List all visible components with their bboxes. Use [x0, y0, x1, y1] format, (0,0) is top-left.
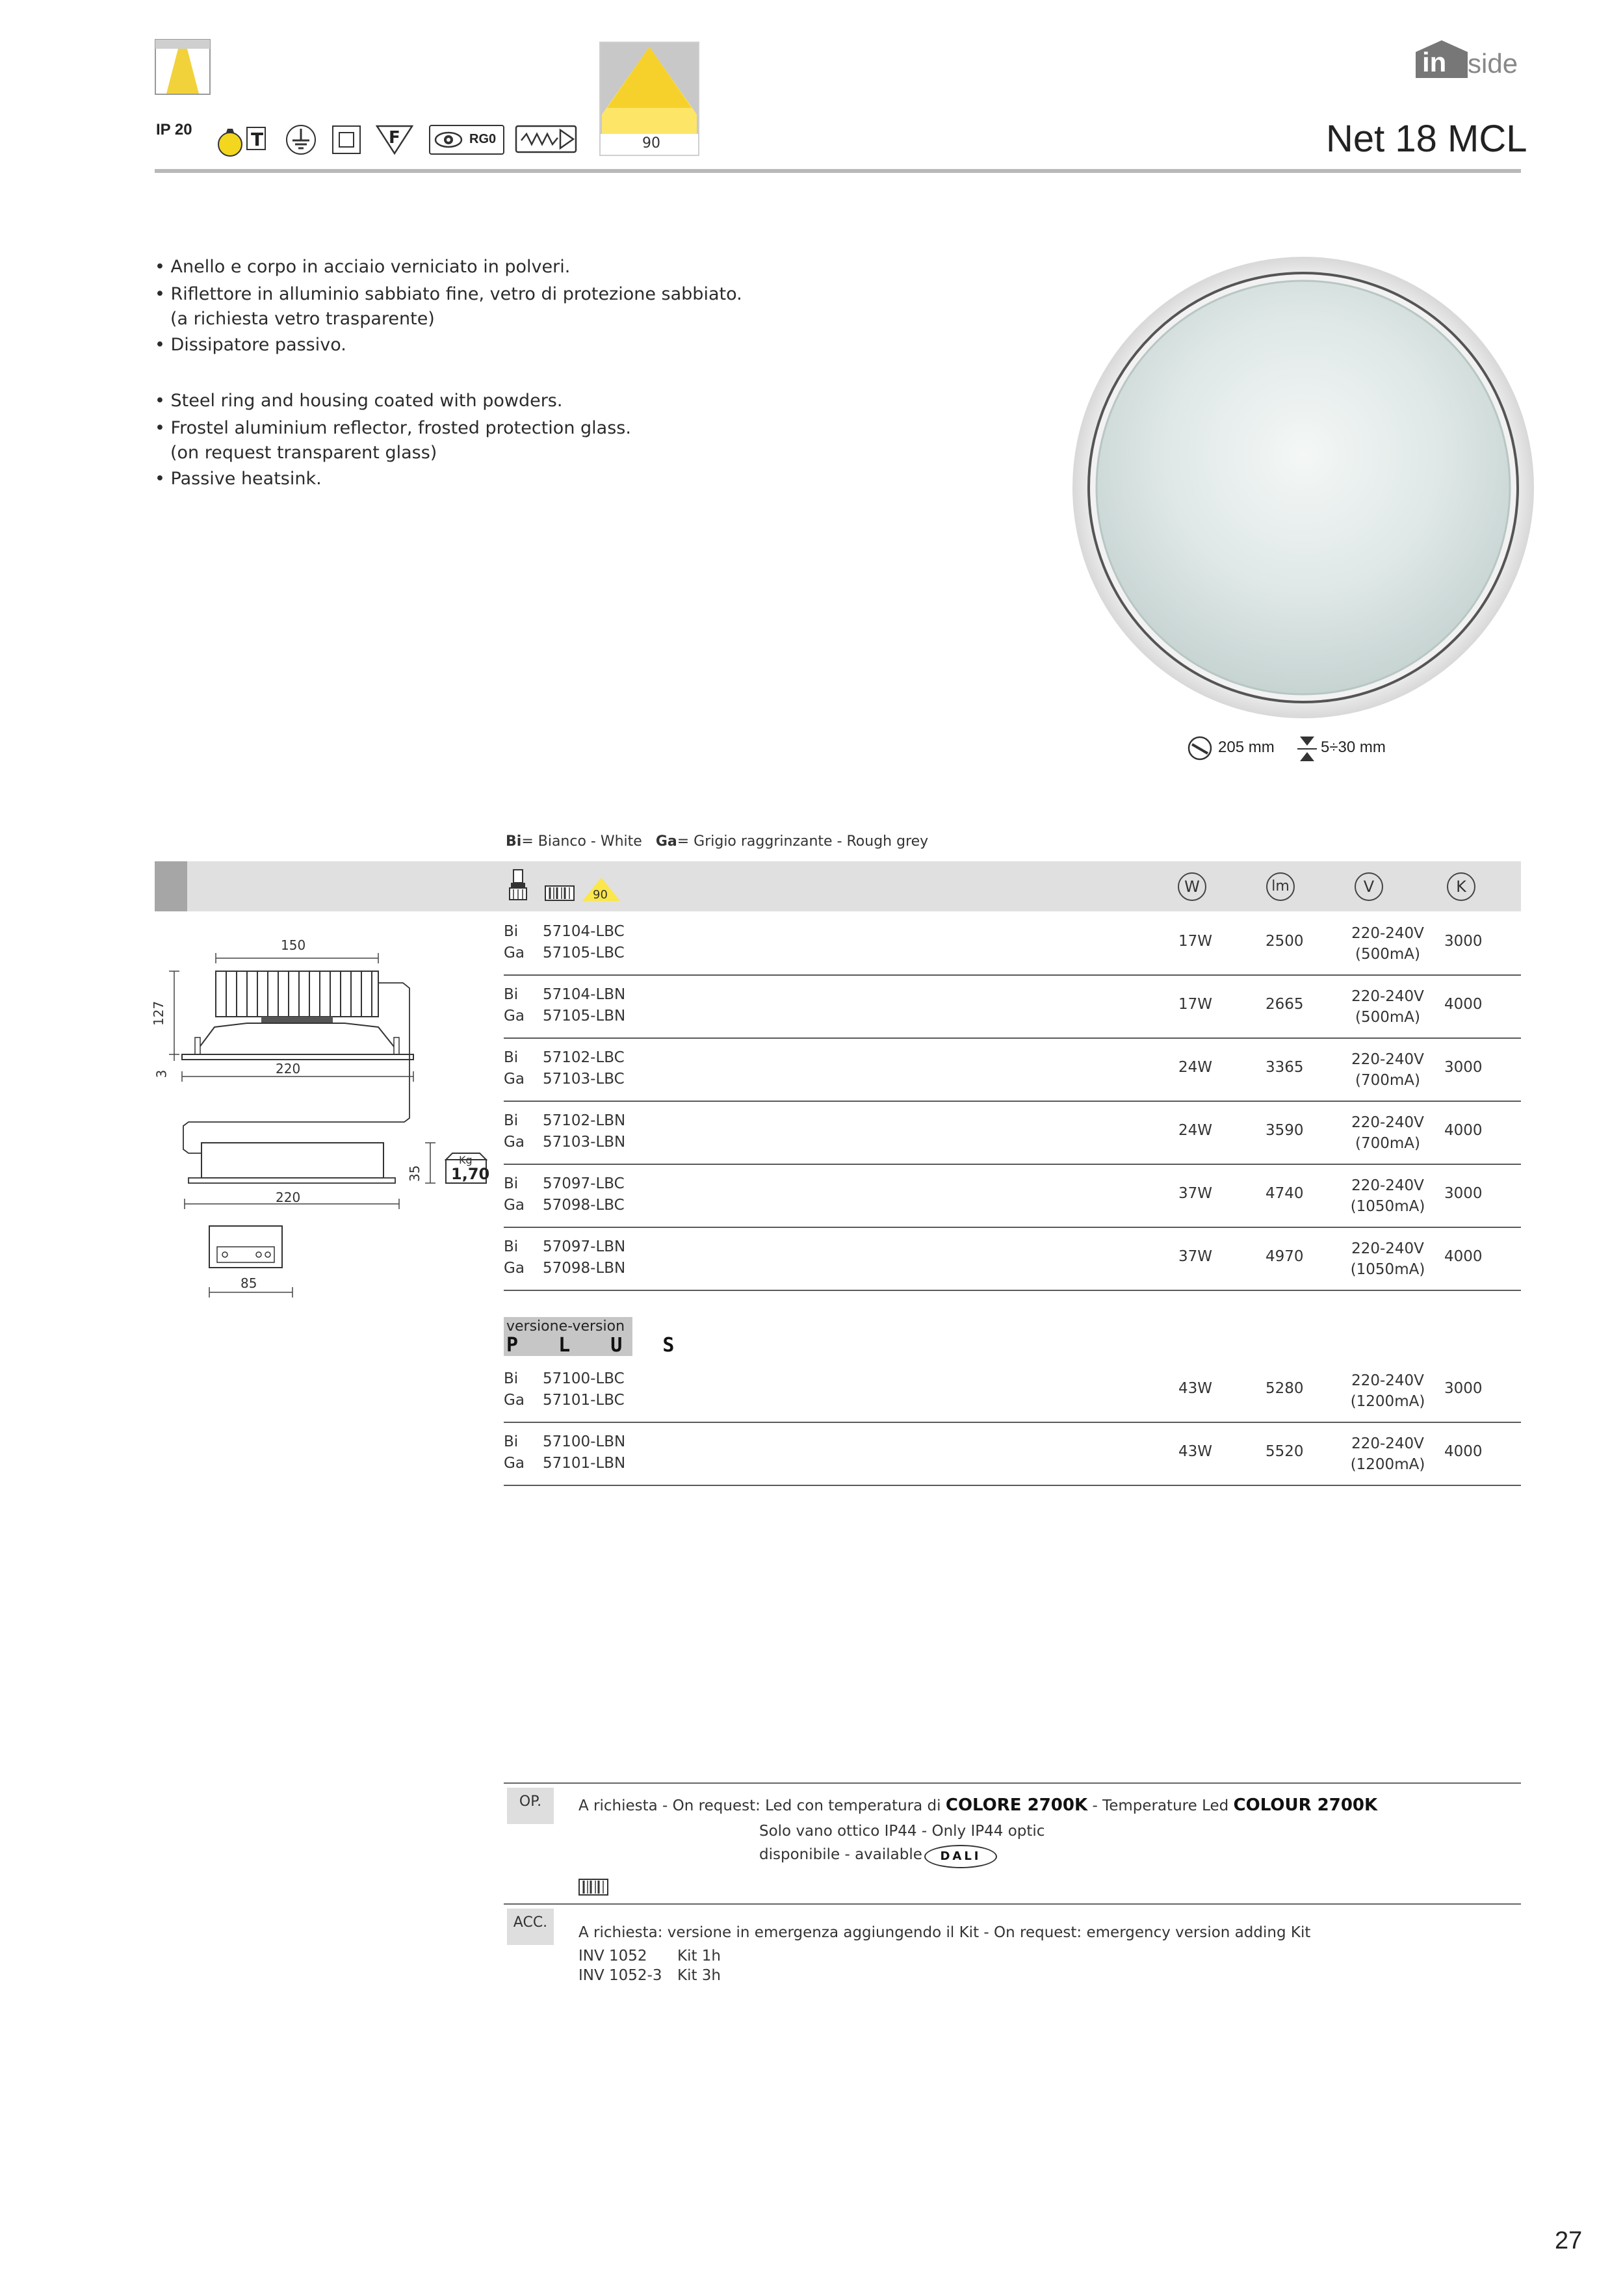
color-temperature-value: 4000	[1444, 1443, 1483, 1460]
lumen-value: 4970	[1266, 1248, 1304, 1265]
brand-logo-bold: in	[1422, 47, 1447, 77]
volt-icon: V	[1355, 872, 1383, 901]
recessed-light-icon	[155, 39, 211, 95]
acc-line-1: A richiesta: versione in emergenza aggiungendo il Kit - On request: emergency version adding Kit	[578, 1924, 1311, 1941]
finish-code: Bi	[504, 1370, 519, 1387]
kit-code-1: INV 1052	[578, 1948, 647, 1964]
dim-box-width: 85	[240, 1275, 257, 1291]
lamp-t-icon	[213, 124, 268, 159]
finish-code: Bi	[504, 1238, 519, 1255]
dim-driver-width: 220	[276, 1190, 301, 1205]
header-rule	[155, 169, 1521, 173]
description-en-1: • Steel ring and housing coated with powders.	[155, 391, 563, 411]
finish-legend: Bi= Bianco - White Ga= Grigio raggrinzante - Rough grey	[506, 833, 929, 850]
voltage-value	[1342, 1112, 1433, 1154]
finish-code: Ga	[504, 1071, 525, 1088]
kit-label-1: Kit 1h	[677, 1948, 721, 1964]
table-header-band	[155, 861, 1521, 911]
op-label-box: OP.	[507, 1788, 554, 1824]
finish-code: Ga	[504, 1455, 525, 1472]
voltage-range: 220-240V	[1351, 925, 1424, 942]
voltage-value	[1342, 1433, 1433, 1475]
svg-text:F: F	[389, 128, 400, 148]
lumen-value: 5520	[1266, 1443, 1304, 1460]
kit-code-2: INV 1052-3	[578, 1967, 662, 1984]
power-value: 17W	[1178, 996, 1213, 1013]
lumen-value: 2500	[1266, 933, 1304, 950]
table-row	[504, 911, 1521, 976]
class-two-icon	[331, 125, 361, 155]
technical-drawing	[149, 923, 500, 1313]
svg-text:T: T	[251, 129, 264, 150]
dim-flange: 3	[153, 1069, 170, 1078]
article-code: 57098-LBN	[543, 1260, 626, 1277]
finish-code: Bi	[504, 923, 519, 940]
ceiling-thickness-value: 5÷30 mm	[1321, 738, 1386, 756]
op-rule	[504, 1782, 1521, 1784]
article-code: 57104-LBC	[543, 923, 625, 940]
color-temperature-value: 3000	[1444, 933, 1483, 950]
voltage-value	[1342, 1370, 1433, 1412]
voltage-value	[1342, 1175, 1433, 1217]
lumen-value: 4740	[1266, 1185, 1304, 1202]
finish-code: Bi	[504, 1049, 519, 1066]
voltage-value	[1342, 986, 1433, 1028]
voltage-range: 220-240V	[1351, 988, 1424, 1005]
description-it-3: • Dissipatore passivo.	[155, 335, 346, 355]
op-line-3: disponibile - available	[759, 1846, 922, 1863]
color-temperature-value: 3000	[1444, 1059, 1483, 1076]
kelvin-icon: K	[1447, 872, 1475, 901]
kit-label-2: Kit 3h	[677, 1967, 721, 1984]
beam-angle-box	[599, 42, 699, 156]
product-photo	[1069, 254, 1537, 722]
brand-logo-light: side	[1468, 48, 1518, 79]
power-value: 24W	[1178, 1059, 1213, 1076]
current-value: (1050mA)	[1350, 1261, 1425, 1278]
voltage-value	[1342, 1238, 1433, 1280]
header	[0, 0, 1623, 182]
finish-code: Ga	[504, 1197, 525, 1214]
color-temperature-value: 4000	[1444, 996, 1483, 1013]
article-code: 57100-LBC	[543, 1370, 625, 1387]
acc-rule	[504, 1903, 1521, 1905]
table-row	[504, 974, 1521, 1039]
lumen-icon: lm	[1266, 872, 1295, 901]
description-it-2: • Riflettore in alluminio sabbiato fine, vetro di protezione sabbiato. (a richiesta vetro trasparente)	[155, 284, 742, 329]
color-temperature-value: 3000	[1444, 1185, 1483, 1202]
finish-code: Ga	[504, 1134, 525, 1151]
color-temperature-value: 3000	[1444, 1380, 1483, 1397]
finish-code: Bi	[504, 986, 519, 1003]
plus-label-bottom: P L U S	[506, 1334, 689, 1357]
dim-height: 127	[151, 1000, 166, 1026]
current-value: (700mA)	[1355, 1072, 1420, 1089]
voltage-range: 220-240V	[1351, 1240, 1424, 1257]
product-title: Net 18 MCL	[1326, 118, 1527, 160]
current-value: (1200mA)	[1350, 1456, 1425, 1473]
table-header-accent	[155, 861, 187, 911]
rg0-label: RG0	[469, 132, 497, 146]
op-line-1: A richiesta - On request: Led con temperatura di COLORE 2700K - Temperature Led COLOUR 2700K	[578, 1795, 1378, 1815]
article-code: 57105-LBN	[543, 1008, 626, 1024]
power-value: 43W	[1178, 1443, 1213, 1460]
page-number: 27	[1555, 2227, 1583, 2254]
voltage-range: 220-240V	[1351, 1372, 1424, 1389]
lumen-value: 3365	[1266, 1059, 1304, 1076]
dali-badge: DALI	[924, 1845, 997, 1868]
table-row	[504, 1359, 1521, 1423]
article-code: 57104-LBN	[543, 986, 626, 1003]
rg0-icon	[429, 125, 504, 155]
driver-barcode-small-icon	[578, 1879, 608, 1896]
ceiling-thickness-icon	[1297, 735, 1317, 763]
finish-code: Ga	[504, 1392, 525, 1409]
acc-label-box: ACC.	[507, 1909, 554, 1945]
cutout-icon	[1187, 735, 1213, 761]
article-code: 57101-LBN	[543, 1455, 626, 1472]
description-en-3: • Passive heatsink.	[155, 469, 322, 489]
finish-code: Ga	[504, 1008, 525, 1024]
description-en-2: • Frostel aluminium reflector, frosted protection glass. (on request transparent glass)	[155, 418, 631, 463]
article-code: 57103-LBN	[543, 1134, 626, 1151]
description-it-1: • Anello e corpo in acciaio verniciato in polveri.	[155, 257, 571, 277]
watt-icon: W	[1178, 872, 1206, 901]
beam-angle-value: 90	[642, 135, 660, 151]
article-code: 57097-LBN	[543, 1238, 626, 1255]
lumen-value: 2665	[1266, 996, 1304, 1013]
article-code: 57097-LBC	[543, 1175, 625, 1192]
finish-code: Bi	[504, 1112, 519, 1129]
current-value: (500mA)	[1355, 1009, 1420, 1026]
weight-value: 1,70	[451, 1165, 490, 1183]
power-value: 17W	[1178, 933, 1213, 950]
plus-version-label	[504, 1317, 689, 1357]
finish-code: Ga	[504, 945, 525, 961]
paint-brush-icon	[507, 868, 529, 901]
voltage-range: 220-240V	[1351, 1435, 1424, 1452]
article-code: 57100-LBN	[543, 1433, 626, 1450]
article-code: 57098-LBC	[543, 1197, 625, 1214]
weight-unit: Kg	[459, 1154, 473, 1166]
cutout-value: 205 mm	[1218, 738, 1275, 756]
article-code: 57101-LBC	[543, 1392, 625, 1409]
power-value: 37W	[1178, 1248, 1213, 1265]
voltage-value	[1342, 923, 1433, 965]
voltage-range: 220-240V	[1351, 1114, 1424, 1131]
current-value: (1050mA)	[1350, 1198, 1425, 1215]
table-row	[504, 1422, 1521, 1486]
finish-code: Ga	[504, 1260, 525, 1277]
current-value: (1200mA)	[1350, 1393, 1425, 1410]
current-value: (500mA)	[1355, 946, 1420, 963]
table-row	[504, 1037, 1521, 1102]
dimmable-icon	[515, 125, 577, 153]
article-code: 57102-LBC	[543, 1049, 625, 1066]
plus-label-top: versione-version	[506, 1318, 625, 1335]
voltage-value	[1342, 1049, 1433, 1091]
voltage-range: 220-240V	[1351, 1177, 1424, 1194]
color-temperature-value: 4000	[1444, 1248, 1483, 1265]
dim-driver-height: 35	[407, 1165, 422, 1182]
f-mark-icon	[376, 124, 413, 156]
current-value: (700mA)	[1355, 1135, 1420, 1152]
color-temperature-value: 4000	[1444, 1122, 1483, 1139]
finish-code: Bi	[504, 1433, 519, 1450]
dim-mid-width: 220	[276, 1061, 301, 1076]
driver-barcode-icon	[545, 885, 575, 901]
table-beam-label: 90	[593, 888, 608, 902]
ground-icon	[285, 124, 317, 156]
ip-rating: IP 20	[156, 121, 192, 138]
op-line-2: Solo vano ottico IP44 - Only IP44 optic	[759, 1823, 1045, 1840]
table-row	[504, 1101, 1521, 1165]
table-row	[504, 1164, 1521, 1228]
dim-top-width: 150	[281, 937, 306, 953]
eye-icon	[433, 127, 464, 153]
finish-code: Bi	[504, 1175, 519, 1192]
beam-cone-icon	[601, 43, 698, 134]
article-code: 57103-LBC	[543, 1071, 625, 1088]
power-value: 24W	[1178, 1122, 1213, 1139]
table-row	[504, 1227, 1521, 1291]
power-value: 37W	[1178, 1185, 1213, 1202]
lumen-value: 3590	[1266, 1122, 1304, 1139]
article-code: 57102-LBN	[543, 1112, 626, 1129]
voltage-range: 220-240V	[1351, 1051, 1424, 1068]
article-code: 57105-LBC	[543, 945, 625, 961]
lumen-value: 5280	[1266, 1380, 1304, 1397]
power-value: 43W	[1178, 1380, 1213, 1397]
